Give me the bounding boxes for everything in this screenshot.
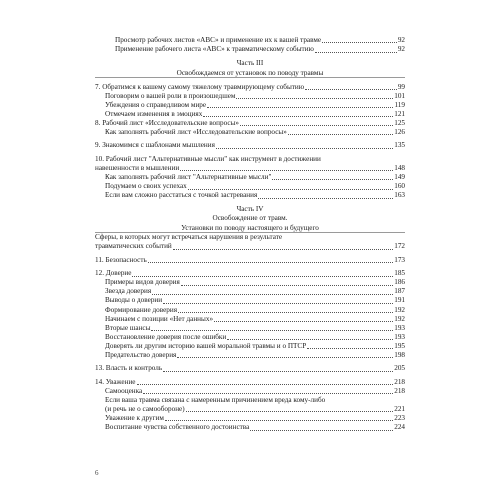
toc-chapter-entry — [95, 141, 405, 150]
dot-leader — [258, 198, 393, 199]
entry-page-number: 185 — [394, 269, 405, 278]
toc-chapter-entry — [95, 164, 405, 173]
toc-subentry — [95, 101, 405, 110]
dot-leader — [180, 170, 393, 171]
entry-page-number: 187 — [394, 287, 405, 296]
toc-subentry — [95, 387, 405, 396]
dot-leader — [307, 348, 393, 349]
entry-page-number: 193 — [394, 323, 405, 332]
entry-page-number: 119 — [394, 100, 405, 109]
part-heading: Установки по поводу настоящего и будущего — [95, 224, 405, 234]
entry-page-number: 192 — [394, 305, 405, 314]
entry-title: 11. Безопасность — [95, 255, 147, 264]
entry-title: Если вам сложно расстаться с точкой застревания — [105, 191, 258, 200]
part-heading: Часть IV — [236, 204, 264, 213]
toc-subentry — [95, 396, 405, 405]
toc-chapter-entry — [95, 378, 405, 387]
dot-leader — [322, 42, 397, 43]
entry-page-number: 218 — [394, 377, 405, 386]
entry-title: Доверять ли другим историю вашей моральной травмы и о ПТСР — [105, 341, 307, 350]
entry-page-number: 101 — [394, 91, 405, 100]
dot-leader — [163, 303, 393, 304]
toc-subentry — [95, 92, 405, 101]
toc-subentry — [95, 36, 405, 45]
entry-title: Применение рабочего листа «ABC» к травматическому событию — [115, 45, 314, 54]
entry-title: Восстановление доверия после ошибки — [105, 332, 227, 341]
toc-chapter-entry — [95, 364, 405, 373]
dot-leader — [151, 330, 393, 331]
toc-chapter-entry — [95, 269, 405, 278]
entry-title: (и речь не о самообороне) — [105, 405, 185, 413]
toc-chapter-entry — [95, 155, 405, 164]
entry-title: Самооценка — [105, 386, 143, 395]
entry-title: Поговорим о вашей роли в произошедшем — [105, 91, 236, 100]
entry-page-number: 223 — [394, 414, 405, 423]
entry-title: Сферы, в которых могут встречаться нарушения в результате — [95, 233, 283, 242]
dot-leader — [288, 134, 393, 135]
entry-title: Уважение к другим — [105, 414, 164, 423]
entry-title: Убеждения о справедливом мире — [105, 100, 207, 109]
entry-title: Начинаем с позиции «Нет данных» — [105, 314, 214, 323]
toc-subentry — [95, 315, 405, 324]
toc-subentry — [95, 423, 405, 432]
entry-title: 9. Знакомимся с шаблонами мышления — [95, 141, 215, 150]
dot-leader — [227, 339, 393, 340]
entry-title: Предательство доверия — [105, 350, 177, 359]
part-heading: Освобождение от травм. — [212, 213, 288, 222]
entry-page-number: 198 — [394, 350, 405, 359]
toc-subentry — [95, 173, 405, 182]
toc-subentry — [95, 45, 405, 54]
entry-title: Вторые шансы — [105, 323, 151, 332]
entry-page-number: 195 — [394, 341, 405, 350]
entry-page-number: 163 — [394, 191, 405, 200]
entry-title: Формирование доверия — [105, 305, 178, 314]
entry-page-number: 92 — [397, 45, 405, 54]
toc-subentry — [95, 296, 405, 305]
dot-leader — [315, 52, 397, 53]
dot-leader — [173, 249, 393, 250]
entry-title: Если ваша травма связана с намеренным причинением вреда кому-либо — [105, 395, 326, 404]
entry-title: травматических событий — [95, 242, 172, 251]
dot-leader — [207, 107, 393, 108]
dot-leader — [152, 294, 393, 295]
entry-title: 8. Рабочий лист «Исследовательские вопросы» — [95, 118, 239, 127]
dot-leader — [188, 189, 393, 190]
entry-page-number: 121 — [394, 109, 405, 118]
entry-title: 7. Обратимся к вашему самому тяжелому травмирующему событию — [95, 82, 305, 91]
dot-leader — [132, 276, 393, 277]
toc-chapter-entry — [95, 233, 405, 242]
entry-title: навешенности в мышлении — [95, 164, 180, 173]
dot-leader — [214, 321, 393, 322]
dot-leader — [181, 285, 393, 286]
dot-leader — [240, 125, 393, 126]
entry-page-number: 191 — [394, 296, 405, 305]
toc-subentry — [95, 182, 405, 191]
entry-page-number: 149 — [394, 173, 405, 182]
entry-page-number: 173 — [394, 255, 405, 264]
entry-title: Примеры видов доверия — [105, 278, 180, 287]
toc-subentry — [95, 414, 405, 423]
entry-page-number: 126 — [394, 127, 405, 136]
toc-subentry — [95, 351, 405, 360]
dot-leader — [163, 371, 393, 372]
dot-leader — [272, 179, 393, 180]
toc-subentry — [95, 405, 405, 414]
dot-leader — [236, 98, 393, 99]
entry-page-number: 224 — [394, 423, 405, 432]
toc-subentry — [95, 128, 405, 137]
toc-subentry — [95, 324, 405, 333]
entry-page-number: 135 — [394, 141, 405, 150]
entry-page-number: 218 — [394, 386, 405, 395]
entry-title: Просмотр рабочих листов «ABC» и применение их к вашей травме — [115, 36, 322, 45]
entry-page-number: 221 — [394, 405, 405, 413]
toc-chapter-entry — [95, 256, 405, 265]
entry-page-number: 192 — [394, 314, 405, 323]
toc-subentry — [95, 110, 405, 119]
toc-subentry — [95, 333, 405, 342]
entry-page-number: 160 — [394, 182, 405, 191]
toc-chapter-entry — [95, 83, 405, 92]
dot-leader — [250, 430, 393, 431]
entry-page-number: 172 — [394, 242, 405, 251]
table-of-contents — [95, 36, 405, 432]
toc-chapter-entry — [95, 119, 405, 128]
entry-page-number: 99 — [397, 82, 405, 91]
entry-title: Воспитание чувства собственного достоинства — [105, 423, 250, 432]
dot-leader — [178, 312, 393, 313]
entry-page-number: 125 — [394, 118, 405, 127]
entry-title: 12. Доверие — [95, 269, 132, 278]
dot-leader — [177, 357, 393, 358]
page-number: 6 — [95, 469, 99, 477]
entry-page-number: 148 — [394, 164, 405, 173]
toc-chapter-entry — [95, 242, 405, 251]
entry-title: 10. Рабочий лист "Альтернативные мысли" как инструмент в достижении — [95, 154, 321, 163]
toc-subentry — [95, 278, 405, 287]
entry-title: Выводы о доверии — [105, 296, 163, 305]
entry-title: 13. Власть и контроль — [95, 364, 163, 373]
entry-title: Как заполнять рабочий лист "Альтернативные мысли" — [105, 173, 272, 182]
dot-leader — [216, 148, 393, 149]
entry-title: 14. Уважение — [95, 377, 136, 386]
dot-leader — [165, 420, 393, 421]
part-heading: Освобождаемся от установок по поводу травмы — [95, 69, 405, 79]
toc-subentry — [95, 191, 405, 200]
entry-page-number: 186 — [394, 278, 405, 287]
dot-leader — [203, 116, 393, 117]
entry-title: Отмечаем изменения в эмоциях — [105, 109, 203, 118]
dot-leader — [305, 89, 397, 90]
entry-title: Звезда доверия — [105, 287, 152, 296]
entry-page-number: 205 — [394, 364, 405, 373]
entry-page-number: 92 — [397, 36, 405, 45]
toc-subentry — [95, 305, 405, 314]
part-heading: Часть III — [236, 58, 264, 67]
dot-leader — [137, 384, 394, 385]
dot-leader — [186, 411, 394, 412]
entry-title: Подумаем о своих успехах — [105, 182, 187, 191]
entry-page-number: 193 — [394, 332, 405, 341]
dot-leader — [143, 393, 393, 394]
toc-subentry — [95, 287, 405, 296]
toc-subentry — [95, 342, 405, 351]
entry-title: Как заполнять рабочий лист «Исследовательские вопросы» — [105, 127, 287, 136]
dot-leader — [148, 262, 393, 263]
